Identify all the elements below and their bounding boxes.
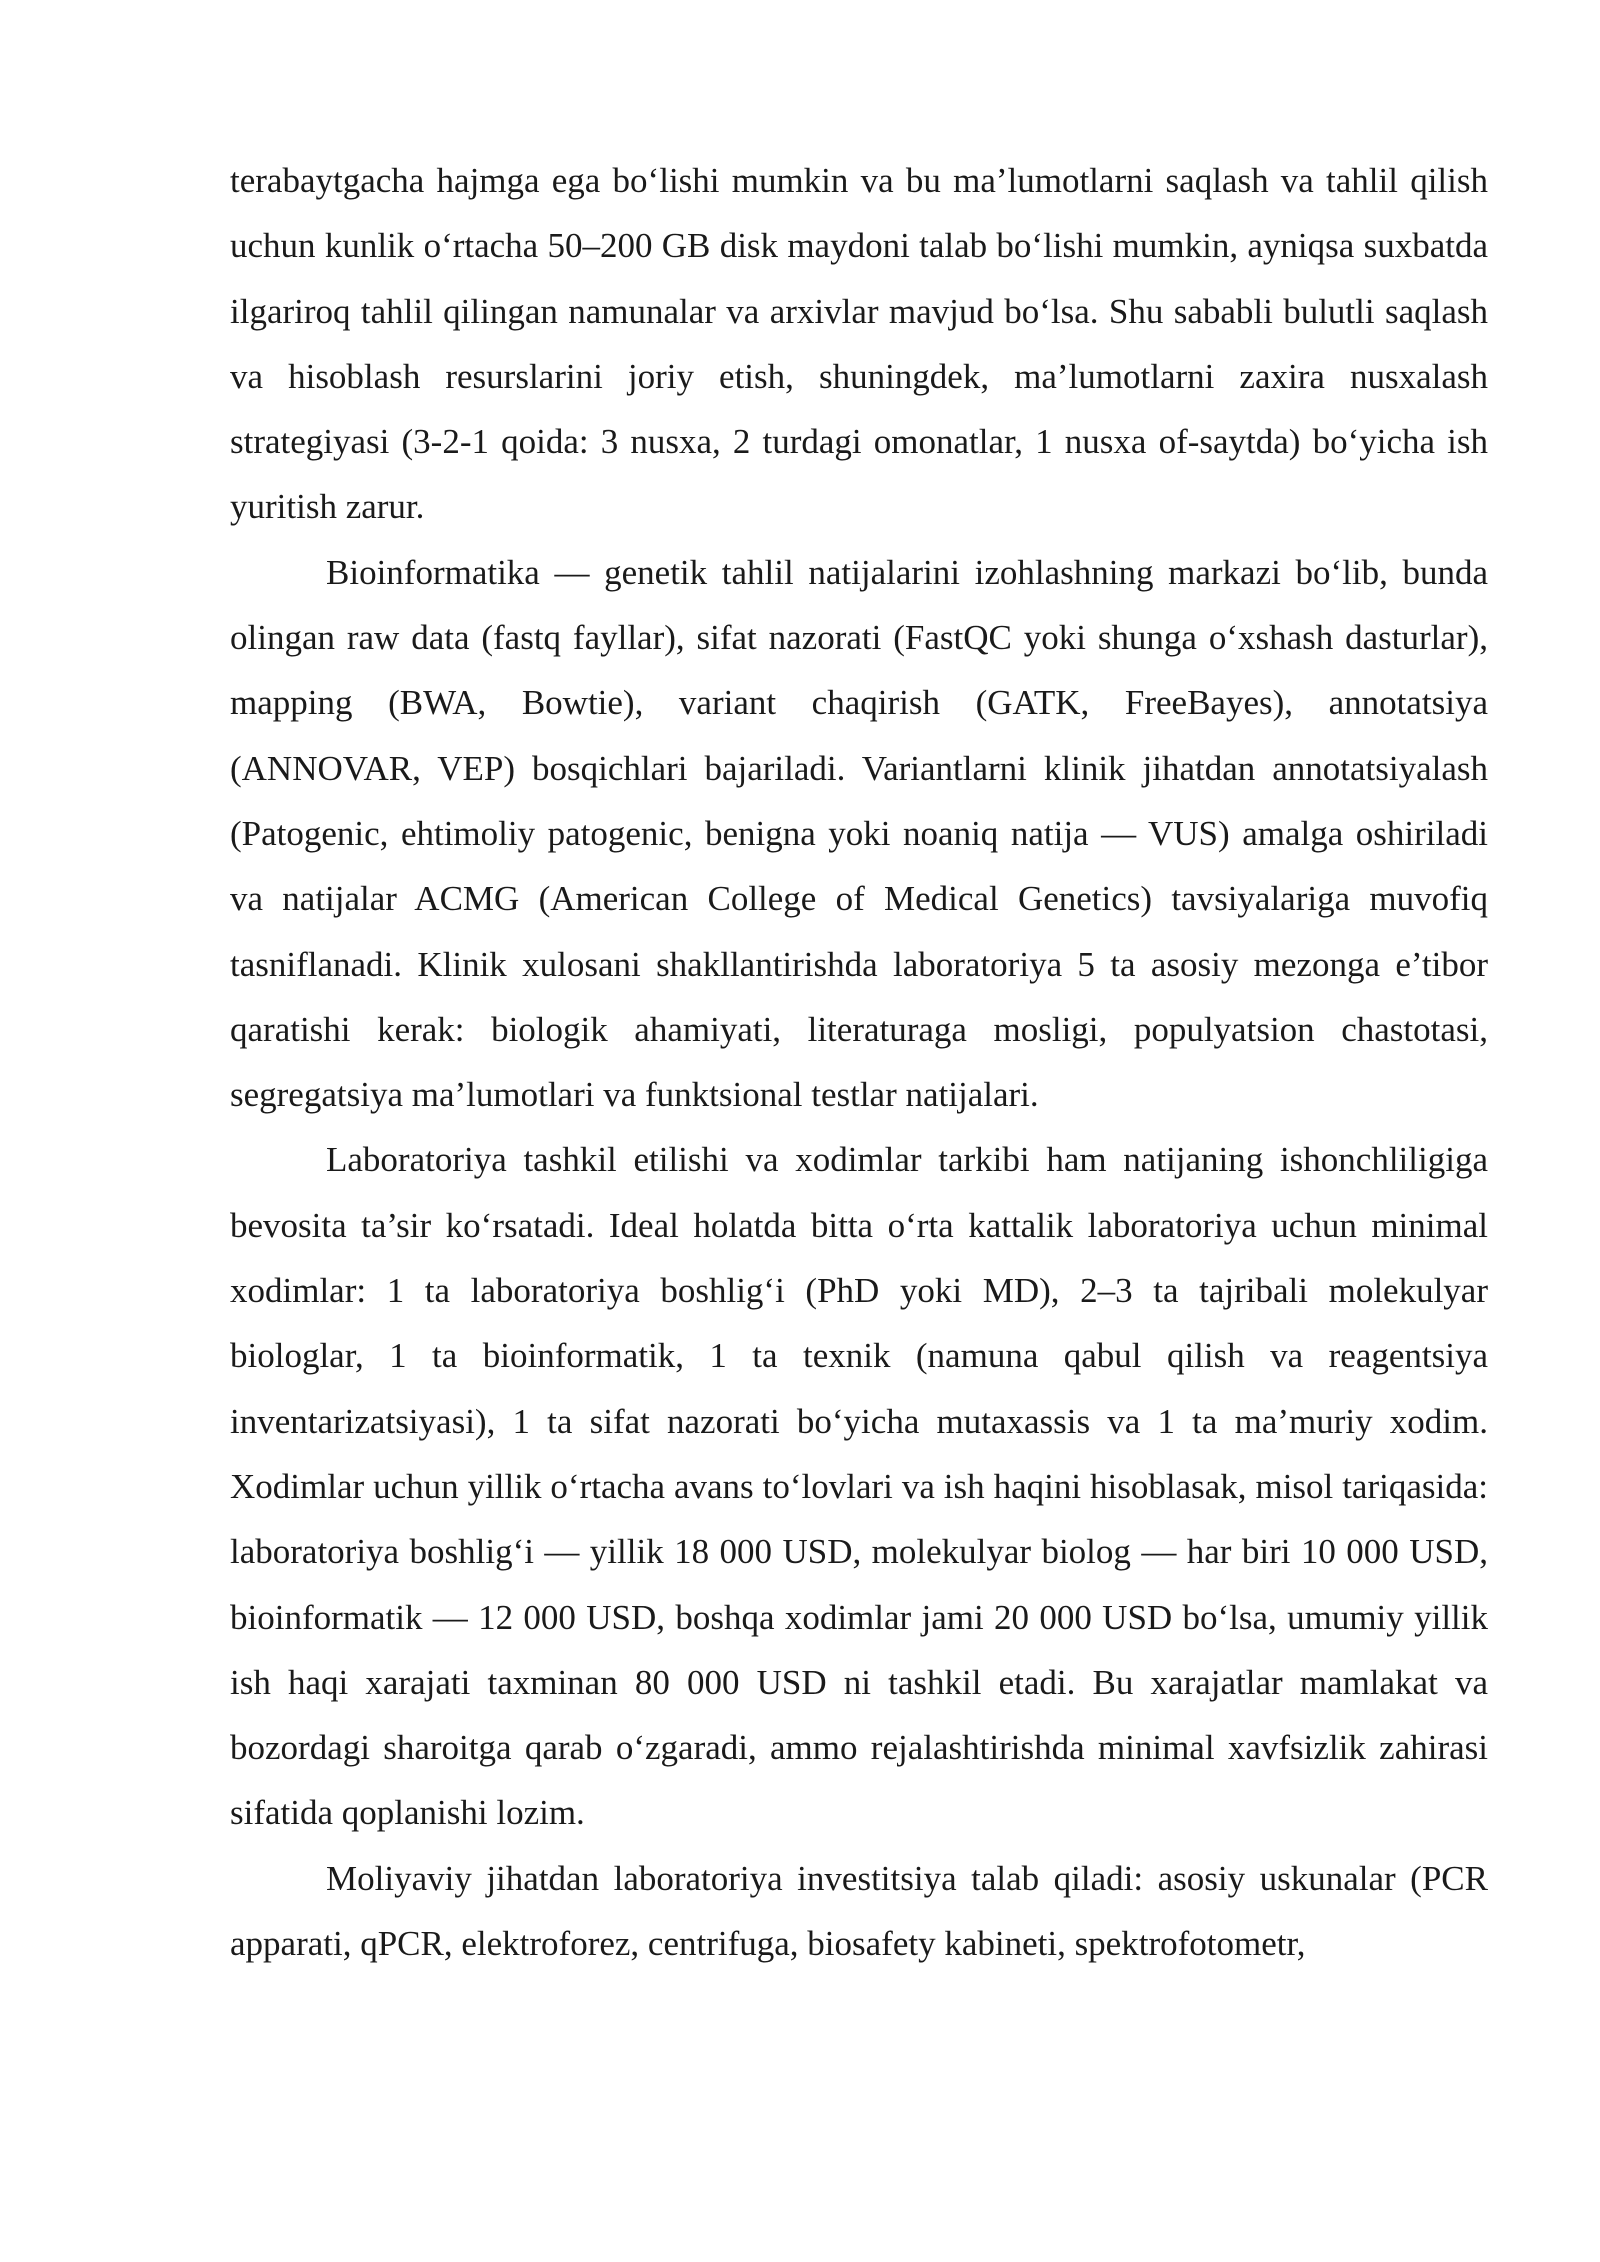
paragraph-bioinformatics: Bioinformatika — genetik tahlil natijalarini izohlashning markazi bo‘lib, bunda olingan raw data (fastq fayllar), sifat nazorati (FastQC yoki shunga o‘xshash dasturlar), mapping (BWA, Bowtie), variant chaqirish (GATK, FreeBayes), annotatsiya (ANNOVAR, VEP) bosqichlari bajariladi. Variantlarni klinik jihatdan annotatsiyalash (Patogenic, ehtimoliy patogenic, benigna yoki noaniq natija — VUS) amalga oshiriladi va natijalar ACMG (American College of Medical Genetics) tavsiyalariga muvofiq tasniflanadi. Klinik xulosani shakllantirishda laboratoriya 5 ta asosiy mezonga e’tibor qaratishi kerak: biologik ahamiyati, literaturaga mosligi, populyatsion chastotasi, segregatsiya ma’lumotlari va funktsional testlar natijalari. bbox=[230, 552, 1488, 1115]
document-body bbox=[230, 148, 1488, 1976]
paragraph-staffing: Laboratoriya tashkil etilishi va xodimlar tarkibi ham natijaning ishonchliligiga bevosita ta’sir ko‘rsatadi. Ideal holatda bitta o‘rta kattalik laboratoriya uchun minimal xodimlar: 1 ta laboratoriya boshlig‘i (PhD yoki MD), 2–3 ta tajribali molekulyar biologlar, 1 ta bioinformatik, 1 ta texnik (namuna qabul qilish va reagentsiya inventarizatsiyasi), 1 ta sifat nazorati bo‘yicha mutaxassis va 1 ta ma’muriy xodim. Xodimlar uchun yillik o‘rtacha avans to‘lovlari va ish haqini hisoblasak, misol tariqasida: laboratoriya boshlig‘i — yillik 18 000 USD, molekulyar biolog — har biri 10 000 USD, bioinformatik — 12 000 USD, boshqa xodimlar jami 20 000 USD bo‘lsa, umumiy yillik ish haqi xarajati taxminan 80 000 USD ni tashkil etadi. Bu xarajatlar mamlakat va bozordagi sharoitga qarab o‘zgaradi, ammo rejalashtirishda minimal xavfsizlik zahirasi sifatida qoplanishi lozim. bbox=[230, 1140, 1488, 1833]
paragraph-financing: Moliyaviy jihatdan laboratoriya investitsiya talab qiladi: asosiy uskunalar (PCR apparati, qPCR, elektroforez, centrifuga, biosafety kabineti, spektrofotometr, bbox=[230, 1858, 1488, 1964]
paragraph-storage-continuation: terabaytgacha hajmga ega bo‘lishi mumkin va bu ma’lumotlarni saqlash va tahlil qilish uchun kunlik o‘rtacha 50–200 GB disk maydoni talab bo‘lishi mumkin, ayniqsa suxbatda ilgariroq tahlil qilingan namunalar va arxivlar mavjud bo‘lsa. Shu sababli bulutli saqlash va hisoblash resurslarini joriy etish, shuningdek, ma’lumotlarni zaxira nusxalash strategiyasi (3-2-1 qoida: 3 nusxa, 2 turdagi omonatlar, 1 nusxa of-saytda) bo‘yicha ish yuritish zarur. bbox=[230, 161, 1488, 527]
